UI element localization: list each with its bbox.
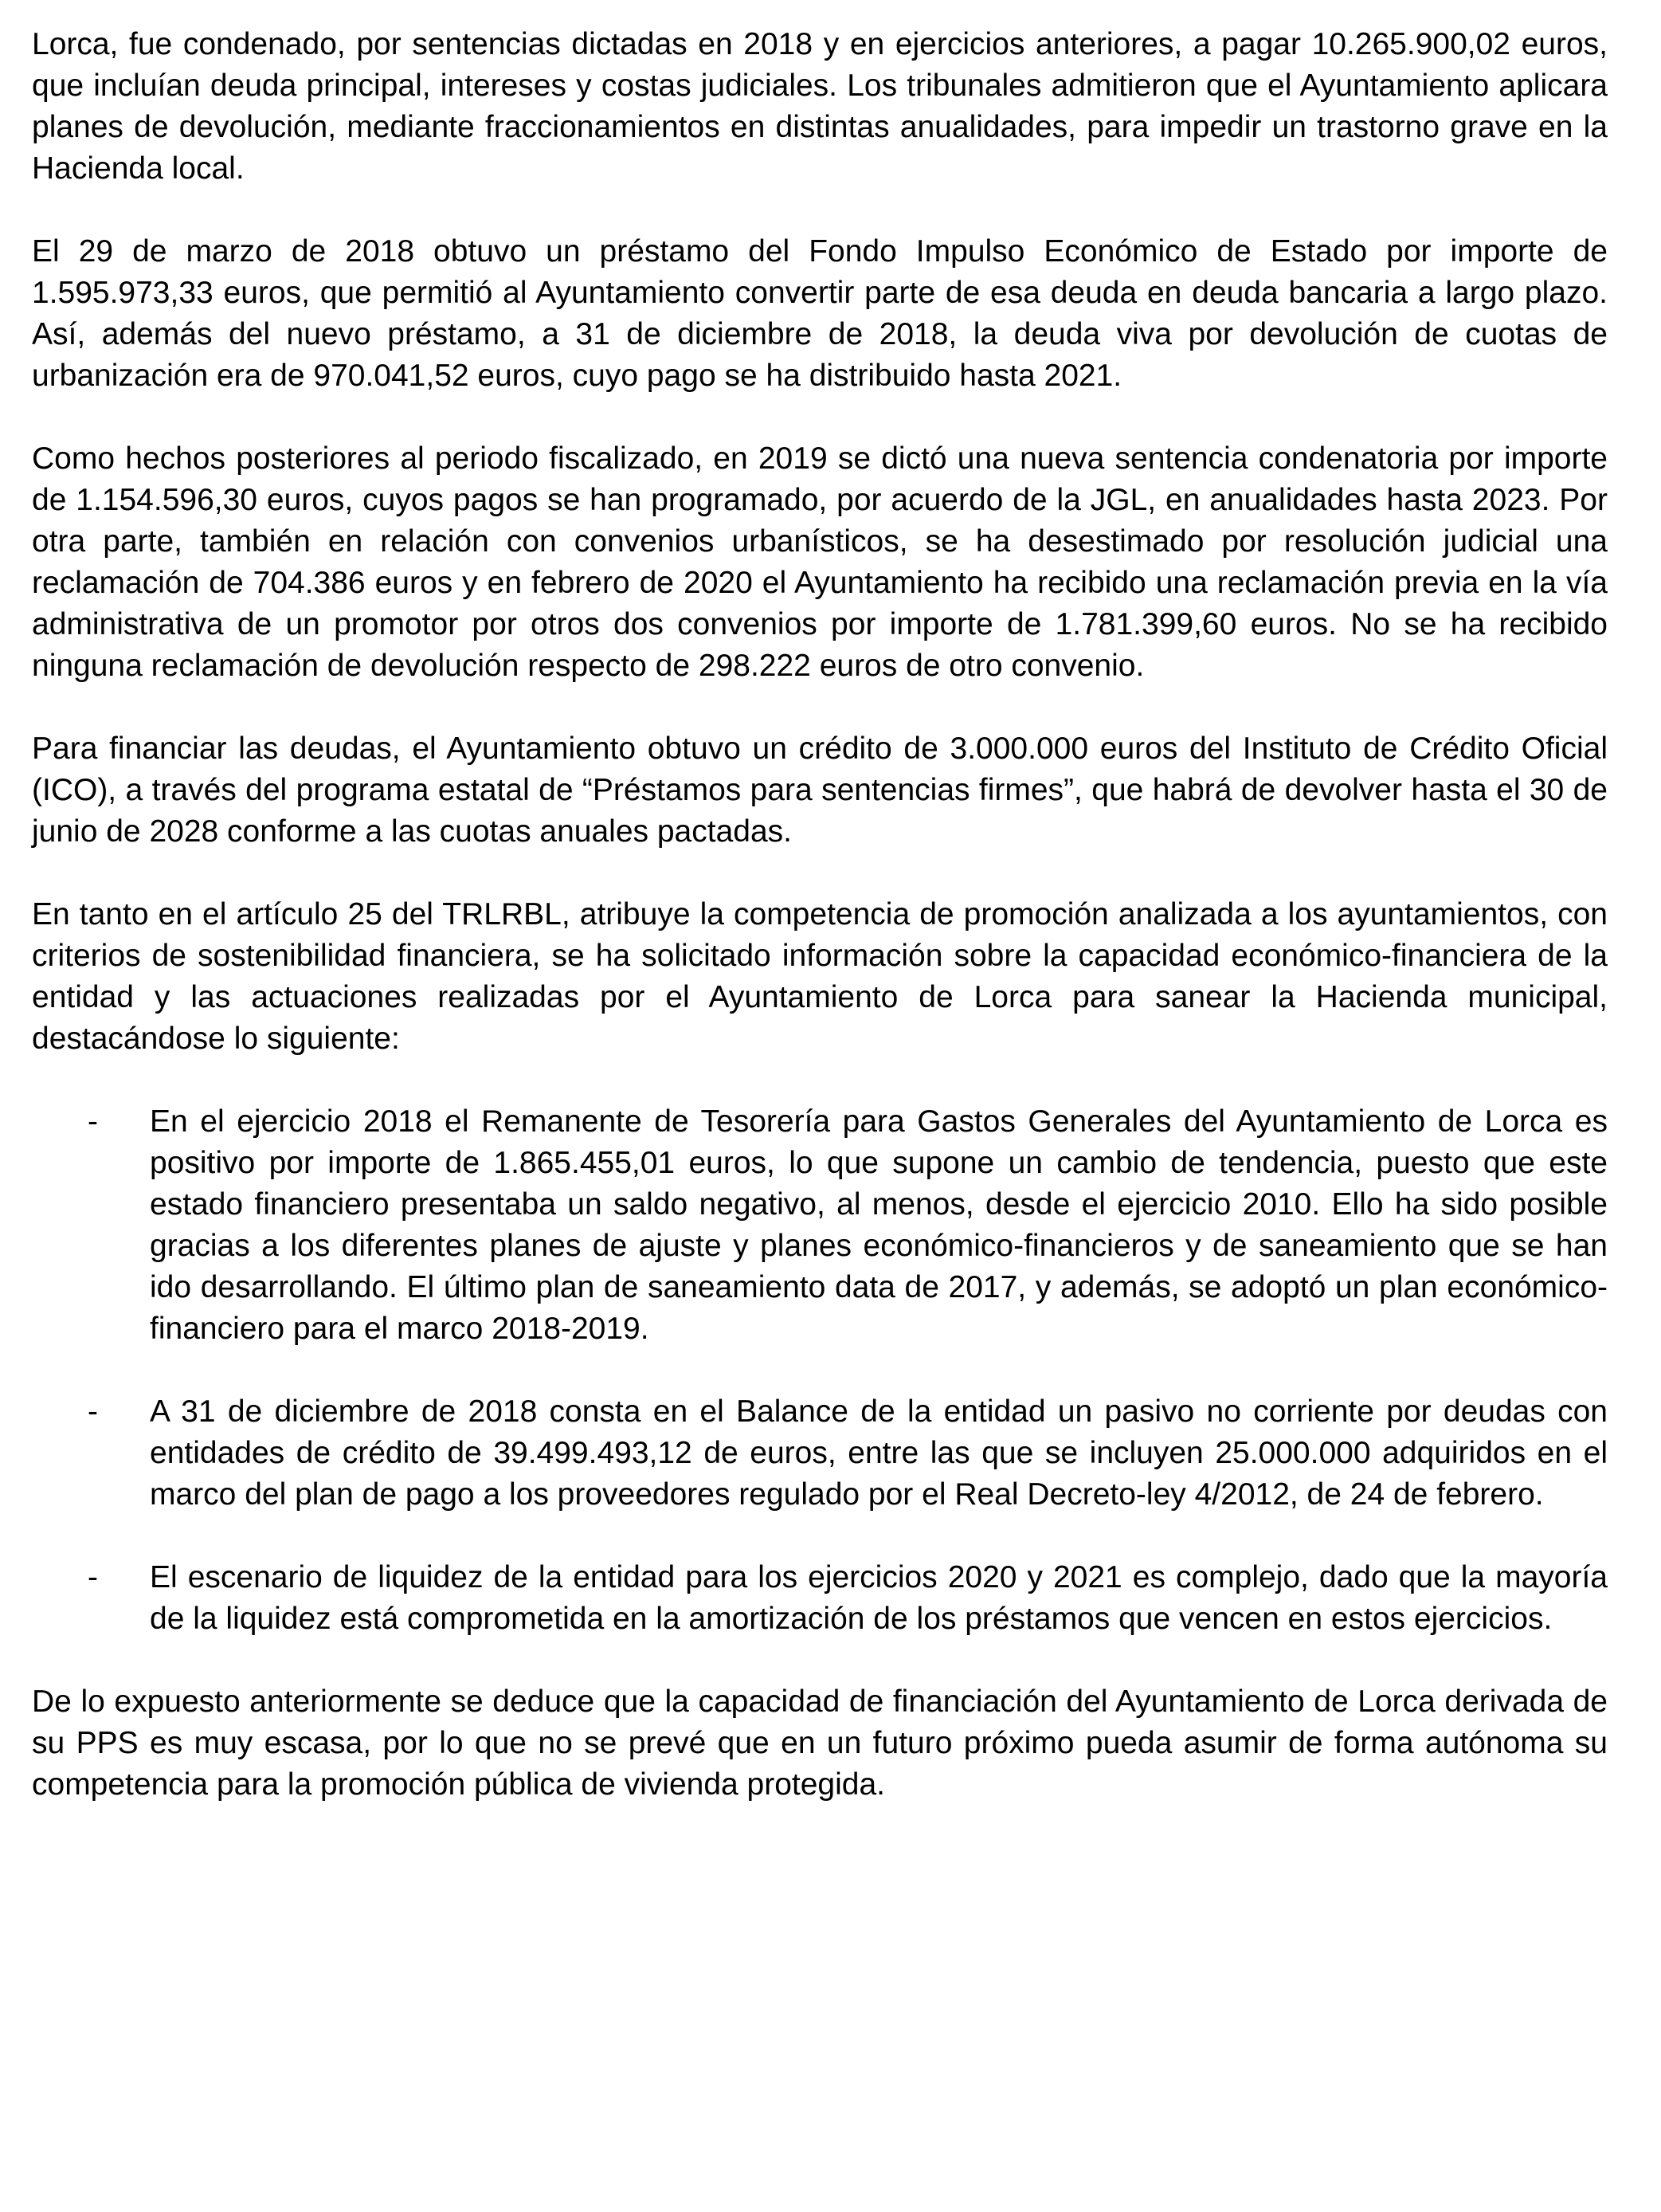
paragraph-hechos-posteriores: Como hechos posteriores al periodo fiscalizado, en 2019 se dictó una nueva sentencia condenatoria por importe de 1.154.596,30 euros, cuyos pagos se han programado, por acuerdo de la JGL, en anualidades hasta 2023. Por otra parte, también en relación con convenios urbanísticos, se ha desestimado por resolución judicial una reclamación de 704.386 euros y en febrero de 2020 el Ayuntamiento ha recibido una reclamación previa en la vía administrativa de un promotor por otros dos convenios por importe de 1.781.399,60 euros. No se ha recibido ninguna reclamación de devolución respecto de 298.222 euros de otro convenio.	[32, 441, 1608, 683]
list-marker: -	[88, 1560, 98, 1594]
findings-list	[32, 1101, 1608, 1640]
paragraph-articulo-25: En tanto en el artículo 25 del TRLRBL, atribuye la competencia de promoción analizada a los ayuntamientos, con criterios de sostenibilidad financiera, se ha solicitado información sobre la capacidad económico-financiera de la entidad y las actuaciones realizadas por el Ayuntamiento de Lorca para sanear la Hacienda municipal, destacándose lo siguiente:	[32, 897, 1608, 1056]
list-item-text: En el ejercicio 2018 el Remanente de Tesorería para Gastos Generales del Ayuntamiento de Lorca es positivo por importe de 1.865.455,01 euros, lo que supone un cambio de tendencia, puesto que este estado financiero presentaba un saldo negativo, al menos, desde el ejercicio 2010. Ello ha sido posible gracias a los diferentes planes de ajuste y planes económico-financieros y de saneamiento que se han ido desarrollando. El último plan de saneamiento data de 2017, y además, se adoptó un plan económico-financiero para el marco 2018-2019.	[150, 1104, 1608, 1346]
document-page	[32, 24, 1608, 1847]
list-item	[32, 1391, 1608, 1516]
list-item	[32, 1557, 1608, 1640]
paragraph-credito-ico: Para financiar las deudas, el Ayuntamiento obtuvo un crédito de 3.000.000 euros del Instituto de Crédito Oficial (ICO), a través del programa estatal de “Préstamos para sentencias firmes”, que habrá de devolver hasta el 30 de junio de 2028 conforme a las cuotas anuales pactadas.	[32, 731, 1608, 849]
list-item-text: A 31 de diciembre de 2018 consta en el Balance de la entidad un pasivo no corriente por deudas con entidades de crédito de 39.499.493,12 de euros, entre las que se incluyen 25.000.000 adquiridos en el marco del plan de pago a los proveedores regulado por el Real Decreto-ley 4/2012, de 24 de febrero.	[150, 1394, 1608, 1512]
list-marker: -	[88, 1104, 98, 1139]
paragraph-prestamo-fondo: El 29 de marzo de 2018 obtuvo un préstamo del Fondo Impulso Económico de Estado por importe de 1.595.973,33 euros, que permitió al Ayuntamiento convertir parte de esa deuda en deuda bancaria a largo plazo. Así, además del nuevo préstamo, a 31 de diciembre de 2018, la deuda viva por devolución de cuotas de urbanización era de 970.041,52 euros, cuyo pago se ha distribuido hasta 2021.	[32, 234, 1608, 393]
paragraph-condena: Lorca, fue condenado, por sentencias dictadas en 2018 y en ejercicios anteriores, a pagar 10.265.900,02 euros, que incluían deuda principal, intereses y costas judiciales. Los tribunales admitieron que el Ayuntamiento aplicara planes de devolución, mediante fraccionamientos en distintas anualidades, para impedir un trastorno grave en la Hacienda local.	[32, 27, 1608, 186]
list-marker: -	[88, 1394, 98, 1429]
list-item-text: El escenario de liquidez de la entidad para los ejercicios 2020 y 2021 es complejo, dado que la mayoría de la liquidez está comprometida en la amortización de los préstamos que vencen en estos ejercicios.	[150, 1560, 1608, 1636]
paragraph-conclusion: De lo expuesto anteriormente se deduce que la capacidad de financiación del Ayuntamiento de Lorca derivada de su PPS es muy escasa, por lo que no se prevé que en un futuro próximo pueda asumir de forma autónoma su competencia para la promoción pública de vivienda protegida.	[32, 1684, 1608, 1802]
list-item	[32, 1101, 1608, 1350]
